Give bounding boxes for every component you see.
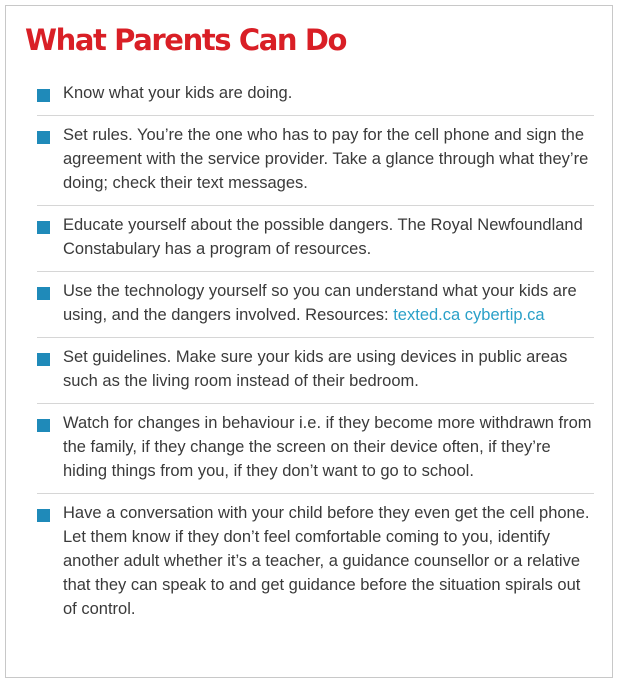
square-bullet-icon [37,287,50,300]
list-item-text [63,279,594,327]
list-item [37,116,594,206]
tips-list [37,74,594,631]
list-item [37,74,594,116]
square-bullet-icon [37,353,50,366]
list-item-text: Have a conversation with your child before they even get the cell phone. Let them know if they don’t feel comfortable coming to you, identify another adult whether it’s a teacher, a guidance counsellor or a relative that they can speak to and get guidance before the situation spirals out of control. [63,504,590,618]
square-bullet-icon [37,221,50,234]
cybertip-link[interactable]: cybertip.ca [464,306,545,324]
resources-text: Use the technology yourself so you can understand what your kids are using, and the dangers involved. Resources: [63,282,577,324]
list-item-text: Set rules. You’re the one who has to pay for the cell phone and sign the agreement with the service provider. Take a glance through what they’re doing; check their text messages. [63,126,589,192]
list-item [37,494,594,631]
square-bullet-icon [37,131,50,144]
list-item [37,404,594,494]
list-item-text: Know what your kids are doing. [63,84,293,102]
texted-link[interactable]: texted.ca [393,306,461,324]
square-bullet-icon [37,89,50,102]
square-bullet-icon [37,419,50,432]
list-item-text: Set guidelines. Make sure your kids are using devices in public areas such as the living room instead of their bedroom. [63,348,568,390]
list-item [37,338,594,404]
square-bullet-icon [37,509,50,522]
list-item-text: Watch for changes in behaviour i.e. if they become more withdrawn from the family, if they change the screen on their device often, if they’re hiding things from you, if they don’t want to go to school. [63,414,592,480]
list-item-text: Educate yourself about the possible dangers. The Royal Newfoundland Constabulary has a program of resources. [63,216,583,258]
box-title: What Parents Can Do [25,23,347,57]
info-box [5,5,613,678]
list-item [37,272,594,338]
list-item [37,206,594,272]
